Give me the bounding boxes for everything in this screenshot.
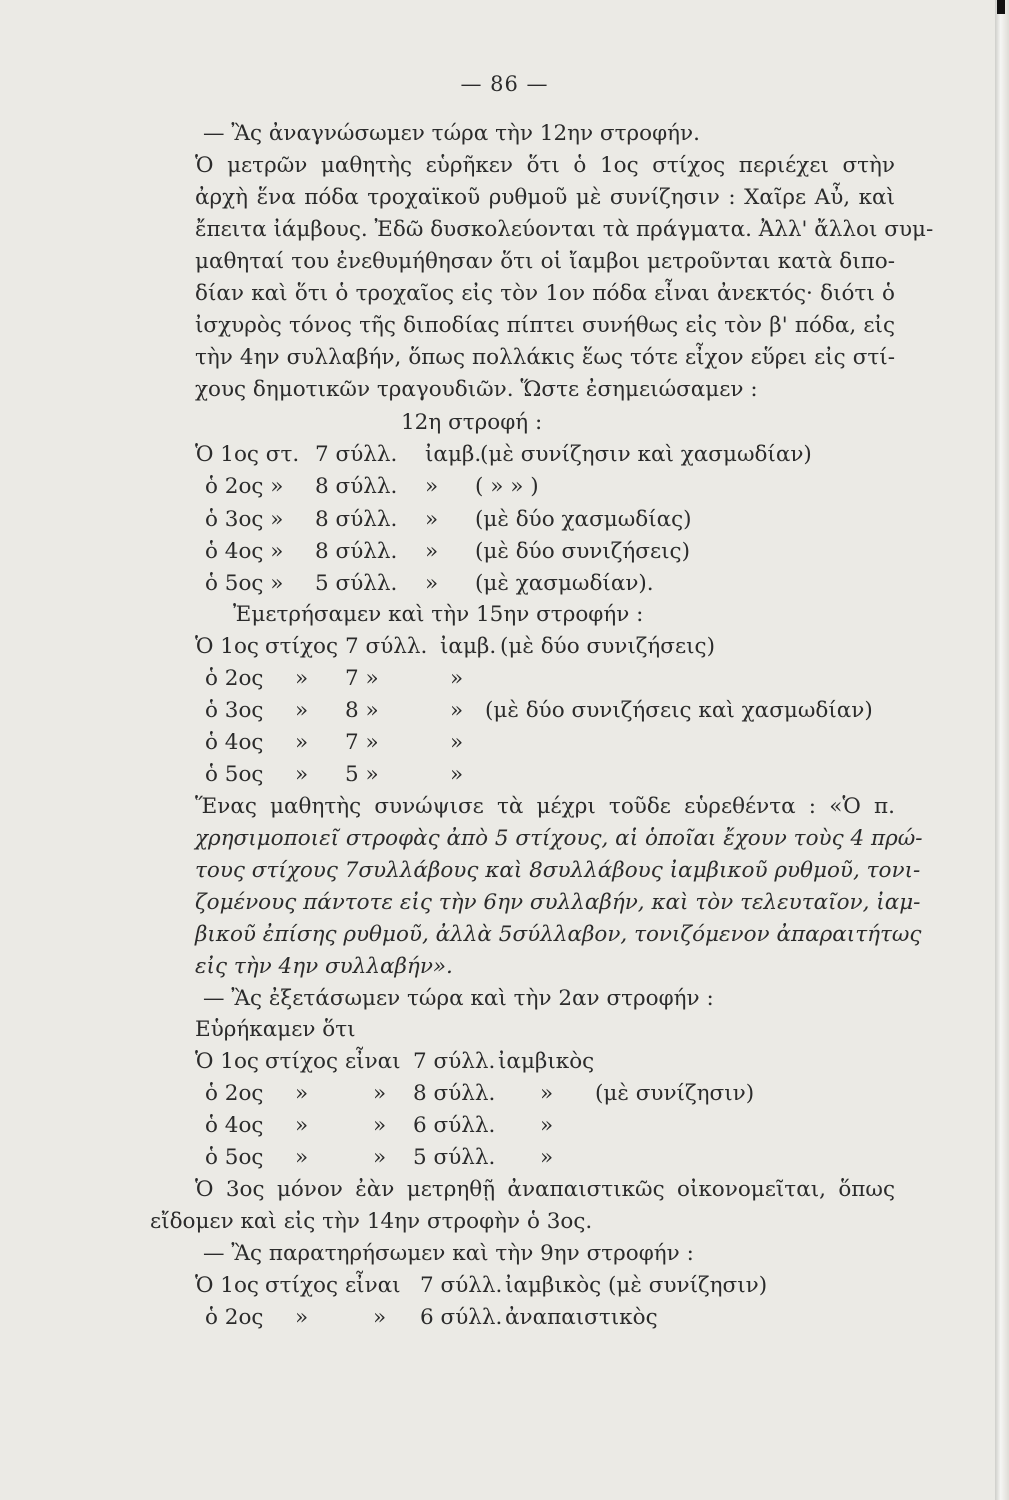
syllables: 8 σύλλ. xyxy=(315,539,398,564)
verse-word: » xyxy=(295,1081,309,1106)
syllables: 8 σύλλ. xyxy=(315,474,398,499)
stanza-12-title: 12η στροφή : xyxy=(401,410,543,435)
verb: » xyxy=(373,1113,387,1138)
meter: » xyxy=(425,474,439,499)
syllables: 7 σύλλ. xyxy=(413,1049,496,1074)
line-label: ὁ 2ος xyxy=(205,1081,264,1106)
meter: » xyxy=(425,539,439,564)
meter: » xyxy=(540,1145,554,1170)
text-line: ἔπειτα ἰάμβους. Ἐδῶ δυσκολεύονται τὰ πράγματα. Ἀλλ' ἄλλοι συμ- xyxy=(195,217,934,242)
syllables: 5 σύλλ. xyxy=(315,571,398,596)
text-line: Ὁ μετρῶν μαθητὴς εὑρῆκεν ὅτι ὁ 1ος στίχος περιέχει στὴν xyxy=(195,153,895,178)
line-label: Ὁ 1ος xyxy=(195,1049,259,1074)
meter: ἀναπαιστικὸς xyxy=(505,1305,658,1330)
meter: ἰαμβικὸς (μὲ συνίζησιν) xyxy=(505,1273,768,1298)
line-label: ὁ 5ος » xyxy=(205,571,284,596)
verse-word: » xyxy=(295,666,309,691)
summary-quote-line: τους στίχους 7συλλάβους καὶ 8συλλάβους ἰαμβικοῦ ρυθμοῦ, τονι- xyxy=(195,858,921,883)
table-row xyxy=(195,570,895,598)
verse-word: » xyxy=(295,762,309,787)
text-line: ἰσχυρὸς τόνος τῆς διποδίας πίπτει συνήθως εἰς τὸν β' πόδα, εἰς xyxy=(195,313,895,338)
line-label: ὁ 3ος » xyxy=(205,507,284,532)
verse-word: στίχος xyxy=(265,1273,339,1298)
meter: ἰαμβικὸς xyxy=(498,1049,595,1074)
verse-word: » xyxy=(295,1145,309,1170)
syllables: 8 σύλλ. xyxy=(413,1081,496,1106)
scan-corner-mark xyxy=(997,0,1005,14)
line-label: ὁ 4ος xyxy=(205,730,264,755)
verb: εἶναι xyxy=(345,1273,401,1298)
summary-quote-line: χρησιμοποιεῖ στροφὰς ἀπὸ 5 στίχους, αἱ ὁποῖαι ἔχουν τοὺς 4 πρώ- xyxy=(195,826,923,851)
text-line: ἀρχὴ ἕνα πόδα τροχαϊκοῦ ρυθμοῦ μὲ συνίζησιν : Χαῖρε Αὖ, καὶ xyxy=(195,185,895,210)
line-label: ὁ 2ος xyxy=(205,666,264,691)
summary-quote-line: εἰς τὴν 4ην συλλαβήν». xyxy=(195,954,453,979)
text-line: εἴδομεν καὶ εἰς τὴν 14ην στροφὴν ὁ 3ος. xyxy=(150,1209,593,1234)
meter: » xyxy=(425,507,439,532)
remark: (μὲ συνίζησιν) xyxy=(595,1081,755,1106)
text-line: δίαν καὶ ὅτι ὁ τροχαῖος εἰς τὸν 1ον πόδα εἶναι ἀνεκτός· διότι ὁ xyxy=(195,281,895,306)
table-row xyxy=(195,633,895,661)
text-line: Ὁ 3ος μόνον ἐὰν μετρηθῇ ἀναπαιστικῶς οἰκονομεῖται, ὅπως xyxy=(195,1177,895,1202)
page-edge xyxy=(995,0,1009,1500)
verse-word: » xyxy=(295,1113,309,1138)
line-label: ὁ 5ος xyxy=(205,1145,264,1170)
syllables: 8 » xyxy=(345,698,379,723)
text-line: τὴν 4ην συλλαβήν, ὅπως πολλάκις ἕως τότε εἶχον εὕρει εἰς στί- xyxy=(195,345,895,370)
table-row xyxy=(195,473,895,501)
verb: » xyxy=(373,1081,387,1106)
syllables: 6 σύλλ. xyxy=(420,1305,503,1330)
stanza-2-found: Εὑρήκαμεν ὅτι xyxy=(195,1017,356,1042)
syllables: 5 σύλλ. xyxy=(413,1145,496,1170)
table-row xyxy=(195,697,895,725)
table-row xyxy=(195,761,895,789)
meter: » xyxy=(450,730,464,755)
line-label: ὁ 3ος xyxy=(205,698,264,723)
page-number: — 86 — xyxy=(460,72,549,96)
verb: » xyxy=(373,1145,387,1170)
meter: ἰαμβ. xyxy=(425,442,482,467)
verb: » xyxy=(373,1305,387,1330)
meter: » xyxy=(450,762,464,787)
meter: » xyxy=(450,698,464,723)
table-row xyxy=(195,1272,895,1300)
verse-word: στίχος xyxy=(265,634,339,659)
line-label: ὁ 2ος » xyxy=(205,474,284,499)
syllables: 7 σύλλ. xyxy=(345,634,428,659)
table-row xyxy=(195,1144,895,1172)
meter: » xyxy=(450,666,464,691)
table-row xyxy=(195,1080,895,1108)
table-row xyxy=(195,665,895,693)
syllables: 5 » xyxy=(345,762,379,787)
syllables: 7 » xyxy=(345,666,379,691)
remark: (μὲ δύο συνιζήσεις καὶ χασμωδίαν) xyxy=(485,698,873,723)
line-label: Ὁ 1ος στ. xyxy=(195,442,300,467)
remark: (μὲ δύο συνιζήσεις) xyxy=(500,634,715,659)
text-line: χους δημοτικῶν τραγουδιῶν. Ὥστε ἐσημειώσαμεν : xyxy=(195,377,758,402)
remark: (μὲ δύο συνιζήσεις) xyxy=(475,539,690,564)
verse-word: » xyxy=(295,1305,309,1330)
table-row xyxy=(195,441,895,469)
stanza-15-intro: Ἐμετρήσαμεν καὶ τὴν 15ην στροφήν : xyxy=(233,602,644,627)
table-row xyxy=(195,1048,895,1076)
line-label: ὁ 4ος » xyxy=(205,539,284,564)
verse-word: » xyxy=(295,698,309,723)
remark: (μὲ συνίζησιν καὶ χασμωδίαν) xyxy=(480,442,812,467)
meter: » xyxy=(540,1113,554,1138)
text-line: μαθηταί του ἐνεθυμήθησαν ὅτι οἱ ἴαμβοι μετροῦνται κατὰ διπο- xyxy=(195,249,895,274)
table-row xyxy=(195,538,895,566)
verse-word: » xyxy=(295,730,309,755)
verb: εἶναι xyxy=(345,1049,401,1074)
table-row xyxy=(195,1112,895,1140)
syllables: 7 σύλλ. xyxy=(315,442,398,467)
syllables: 7 » xyxy=(345,730,379,755)
stanza-9-intro: — Ἂς παρατηρήσωμεν καὶ τὴν 9ην στροφήν : xyxy=(203,1241,694,1266)
line-label: ὁ 2ος xyxy=(205,1305,264,1330)
summary-quote-line: ζομένους πάντοτε εἰς τὴν 6ην συλλαβήν, καὶ τὸν τελευταῖον, ἰαμ- xyxy=(195,890,921,915)
table-row xyxy=(195,1304,895,1332)
meter: » xyxy=(540,1081,554,1106)
remark: (μὲ δύο χασμωδίας) xyxy=(475,507,692,532)
line-label: ὁ 4ος xyxy=(205,1113,264,1138)
verse-word: στίχος xyxy=(265,1049,339,1074)
line-label: ὁ 5ος xyxy=(205,762,264,787)
summary-lead: Ἕνας μαθητὴς συνώψισε τὰ μέχρι τοῦδε εὑρεθέντα : «Ὁ π. xyxy=(195,794,895,819)
summary-quote-line: βικοῦ ἐπίσης ρυθμοῦ, ἀλλὰ 5σύλλαβον, τονιζόμενον ἀπαραιτήτως xyxy=(195,922,922,947)
syllables: 6 σύλλ. xyxy=(413,1113,496,1138)
line-label: Ὁ 1ος xyxy=(195,634,259,659)
syllables: 7 σύλλ. xyxy=(420,1273,503,1298)
text-line: — Ἂς ἀναγνώσωμεν τώρα τὴν 12ην στροφήν. xyxy=(203,121,700,146)
table-row xyxy=(195,729,895,757)
table-row xyxy=(195,506,895,534)
meter: » xyxy=(425,571,439,596)
stanza-2-intro: — Ἂς ἐξετάσωμεν τώρα καὶ τὴν 2αν στροφήν : xyxy=(203,986,714,1011)
remark: ( » » ) xyxy=(475,474,539,499)
remark: (μὲ χασμωδίαν). xyxy=(475,571,654,596)
line-label: Ὁ 1ος xyxy=(195,1273,259,1298)
meter: ἰαμβ. xyxy=(440,634,497,659)
syllables: 8 σύλλ. xyxy=(315,507,398,532)
